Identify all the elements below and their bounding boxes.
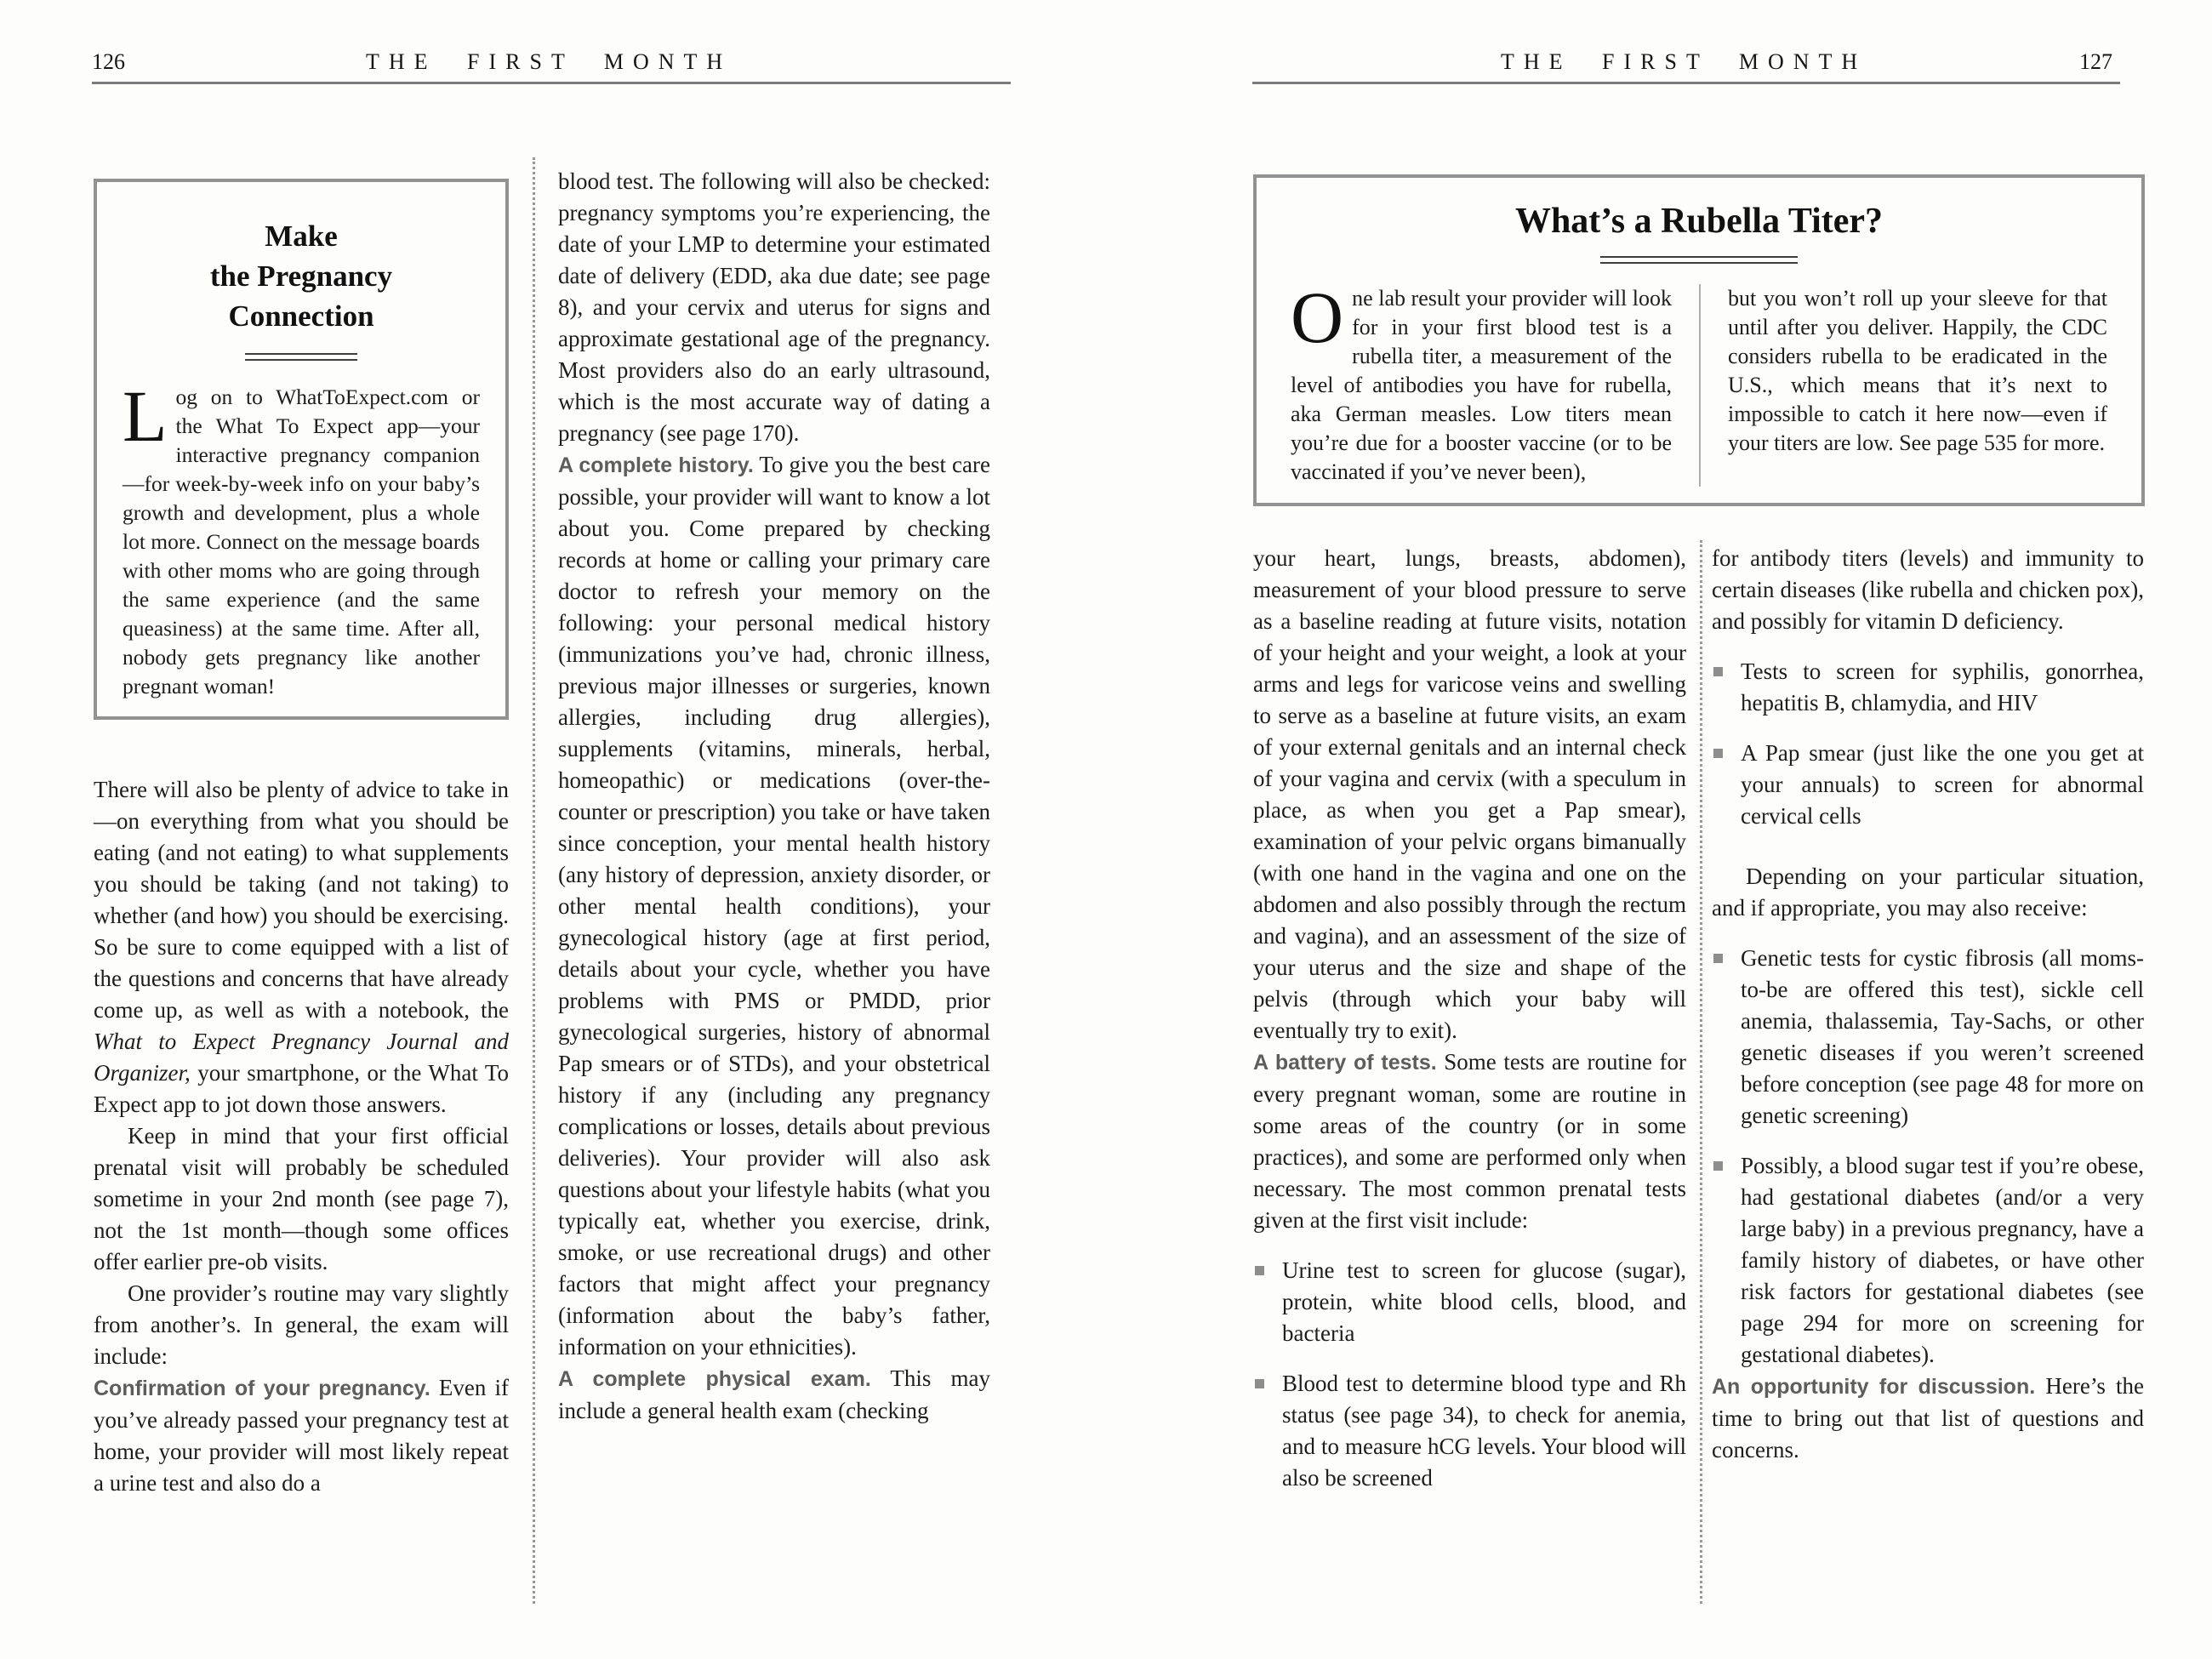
box-body-text: but you won’t roll up your sleeve for that until after you deliver. Happily, the CDC considers rubella to be eradicated in the U.S., which means that it’s next to impossible to catch it here now—even if your titers are low. See page 535 for more. (1728, 286, 2107, 455)
double-rule (245, 353, 357, 361)
bullet-text: Urine test to screen for glucose (sugar), protein, white blood cells, blood, and bacteria (1282, 1257, 1686, 1346)
book-title-italic: What to Expect Pregnancy Journal and Organizer, (94, 1029, 509, 1086)
drop-cap: O (1291, 276, 1344, 358)
box-body-text: ne lab result your provider will look for in your first blood test is a rubella titer, a measurement of the level of antibodies you have for rubella, aka German measles. Low titers mean you’re due for a booster vaccine (or to be vaccinated if you’ve never been), (1291, 286, 1672, 484)
paragraph-text: your heart, lungs, breasts, abdomen), measurement of your blood pressure to serve as a baseline reading at future visits, notation of your height and your weight, a look at your arms and legs for varicose veins and swelling to serve as a baseline at future visits, an exam of your external genitals and an internal check of your vagina and cervix (with a speculum in place, as when you get a Pap smear), examination of your pelvic organs bimanually (with one hand in the vagina and one on the abdomen and also possibly through the rectum and vagina), and an assessment of the size of your uterus and the size and shape of the pelvis (through which your baby will eventually try to exit). (1253, 545, 1686, 1043)
bullet-item (1253, 1255, 1686, 1349)
bullet-text: Possibly, a blood sugar test if you’re obese, had gestational diabetes (and/or a very large baby) in a previous pregnancy, have a family history of diabetes, or have other risk factors for gestational diabetes (see page 294 for more on screening for gestational diabetes). (1741, 1153, 2144, 1367)
paragraph-text: Even if you’ve already passed your pregnancy test at home, your provider will most likely repeat a urine test and also do a (94, 1375, 509, 1496)
left-running-head: THE FIRST MONTH (366, 49, 733, 74)
section-lead: A battery of tests. (1253, 1051, 1437, 1075)
box-title: What’s a Rubella Titer? (1514, 202, 1884, 241)
left-header-rule (92, 82, 1011, 84)
column-divider-dotted-right-page (1700, 540, 1702, 1604)
bullet-text: Tests to screen for syphilis, gonorrhea, hepatitis B, chlamydia, and HIV (1741, 658, 2144, 715)
double-rule (1600, 256, 1798, 264)
rubella-titer-box (1253, 174, 2145, 506)
drop-cap: L (123, 375, 168, 457)
paragraph (1712, 1371, 2144, 1466)
section-lead: Confirmation of your pregnancy. (94, 1377, 430, 1400)
paragraph-text: Depending on your particular situation, and if appropriate, you may also receive: (1712, 864, 2144, 921)
box-body (123, 375, 480, 701)
right-page-number: 127 (2079, 49, 2112, 74)
bullet-item (1253, 1368, 1686, 1494)
paragraph-text: your smartphone, or the What To Expect app to jot down those answers. (94, 1060, 509, 1117)
bullet-item (1712, 943, 2144, 1132)
paragraph (94, 1120, 509, 1278)
paragraph-text: Some tests are routine for every pregnant woman, some are routine in some areas of the country (or in some practices), and some are performed only when necessary. The most common prenatal tests given at the first visit include: (1253, 1049, 1686, 1233)
paragraph-text: Here’s the time to bring out that list of questions and concerns. (1712, 1373, 2145, 1462)
paragraph-text: for antibody titers (levels) and immunity to certain diseases (like rubella and chicken pox), and possibly for vitamin D deficiency. (1712, 545, 2144, 634)
paragraph-text: Keep in mind that your first official prenatal visit will probably be scheduled sometime in your 2nd month (see page 7), not the 1st month—though some offices offer earlier pre-ob visits. (94, 1123, 509, 1274)
left-page-column-2 (558, 166, 990, 1427)
paragraph (558, 166, 990, 449)
section-lead: A complete history. (558, 453, 754, 477)
left-page-column-1 (94, 774, 509, 1499)
paragraph-text: blood test. The following will also be checked: pregnancy symptoms you’re experiencing, the date of your LMP to determine your estimated date of delivery (EDD, aka due date; see page 8), and your cervix and uterus for signs and approximate gestational age of the pregnancy. Most providers also do an early ultrasound, which is the most accurate way of dating a pregnancy (see page 170). (558, 168, 990, 446)
box-title-line: Connection (228, 299, 374, 333)
paragraph (1712, 543, 2144, 637)
paragraph (558, 449, 990, 1363)
paragraph (1253, 543, 1686, 1046)
column-divider-dotted-left-page (533, 157, 535, 1604)
right-page-column-2 (1712, 543, 2144, 1466)
bullet-item (1712, 1150, 2144, 1371)
bullet-text: Blood test to determine blood type and Rh status (see page 34), to check for anemia, and to measure hCG levels. Your blood will also be screened (1282, 1371, 1686, 1491)
left-page-number: 126 (92, 49, 125, 74)
pregnancy-connection-box (94, 179, 509, 720)
bullet-text: A Pap smear (just like the one you get at your annuals) to screen for abnormal cervical cells (1741, 740, 2144, 829)
bullet-item (1712, 738, 2144, 832)
section-lead: A complete physical exam. (558, 1367, 871, 1391)
box-body-text: og on to WhatToExpect.com or the What To Expect app—your interactive pregnancy companion—for week-by-week info on your baby’s growth and development, plus a whole lot more. Connect on the message boards with other moms who are going through the same experience (and the same queasiness) at the same time. After all, nobody gets pregnancy like another pregnant woman! (123, 385, 480, 698)
paragraph-text: One provider’s routine may vary slightly from another’s. In general, the exam will include: (94, 1280, 509, 1369)
box-title-line: Make (265, 219, 338, 253)
paragraph-text: This may include a general health exam (checking (558, 1365, 991, 1423)
paragraph (1712, 861, 2144, 924)
rubella-box-column-b (1699, 284, 2107, 487)
paragraph-text: There will also be plenty of advice to take in—on everything from what you should be eating (and not eating) to what supplements you should be taking (and not taking) to whether (and how) you should be exercising. So be sure to come equipped with a list of the questions and concerns that have already come up, as well as with a notebook, the (94, 777, 509, 1023)
paragraph (94, 774, 509, 1120)
bullet-item (1712, 656, 2144, 719)
paragraph (94, 1278, 509, 1372)
rubella-box-column-a (1291, 276, 1699, 487)
section-lead: An opportunity for discussion. (1712, 1375, 2036, 1399)
paragraph (1253, 1046, 1686, 1236)
box-title (123, 216, 480, 336)
paragraph (94, 1372, 509, 1499)
bullet-text: Genetic tests for cystic fibrosis (all moms-to-be are offered this test), sickle cell anemia, thalassemia, Tay-Sachs, or other genetic diseases if you weren’t screened before conception (see page 48 for more on genetic screening) (1741, 945, 2144, 1128)
paragraph-text: To give you the best care possible, your provider will want to know a lot about you. Come prepared by checking records at home or calling your primary care doctor to refresh your memory on the following: your personal medical history (immunizations you’ve had, chronic illness, previous major illnesses or surgeries, known allergies, including drug allergies), supplements (vitamins, minerals, herbal, homeopathic) or medications (over-the-counter or prescription) you take or have taken since conception, your mental health history (any history of depression, anxiety disorder, or other mental health conditions), your gynecological history (age at first period, details about your cycle, whether you have problems with PMS or PMDD, prior gynecological surgeries, history of abnormal Pap smears or of STDs), and your obstetrical history if any (including any pregnancy complications or losses, details about previous deliveries). Your provider will also ask questions about your lifestyle habits (what you typically eat, whether you exercise, drink, smoke, or use recreational drugs) and other factors that might affect your pregnancy (information about the baby’s father, information on your ethnicities). (558, 452, 990, 1360)
right-running-head: THE FIRST MONTH (1501, 49, 1867, 74)
box-title-line: the Pregnancy (209, 259, 393, 293)
paragraph (558, 1363, 990, 1427)
rubella-box-columns (1257, 276, 2141, 487)
right-page-column-1 (1253, 543, 1686, 1494)
right-header-rule (1252, 82, 2120, 84)
